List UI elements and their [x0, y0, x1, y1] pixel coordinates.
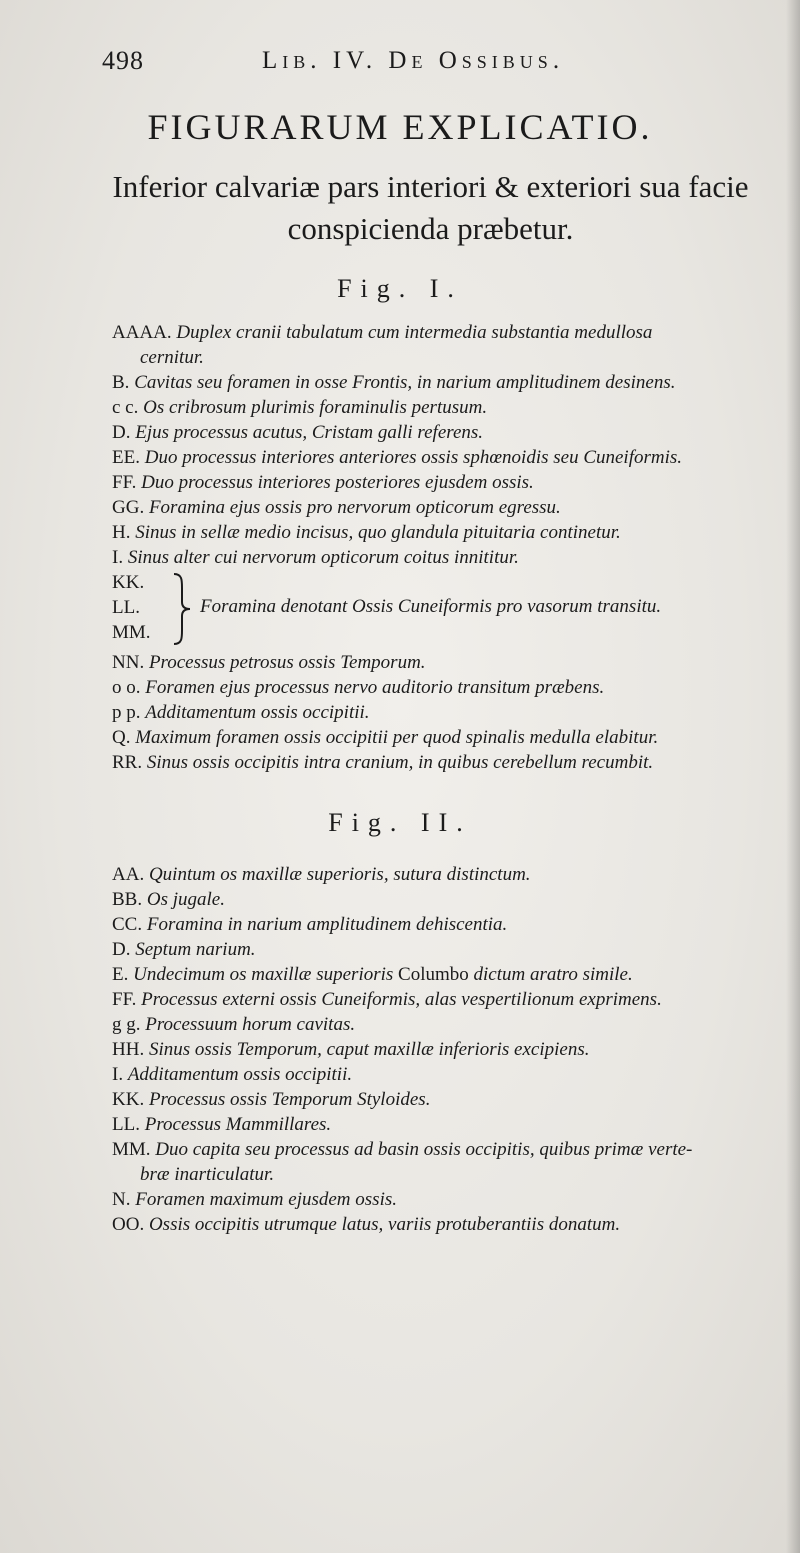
item-text: Os cribrosum plurimis foraminulis pertusum. [143, 397, 488, 418]
group-label: KK. [112, 572, 145, 593]
item-label: NN. [112, 652, 145, 673]
item-text: Processus petrosus ossis Temporum. [148, 652, 426, 673]
legend-item [112, 912, 762, 937]
item-text: Foramina in narium amplitudinem dehiscentia. [146, 914, 508, 935]
item-label: AA. [112, 864, 145, 885]
item-text: Duo processus interiores anteriores ossis sphœnoidis seu Cuneiformis. [144, 447, 683, 468]
legend-item [112, 962, 762, 987]
legend-item [112, 420, 762, 445]
fig1-legend [112, 320, 762, 775]
item-text: Foramina ejus ossis pro nervorum opticorum egressu. [148, 497, 561, 518]
item-label: p p. [112, 702, 141, 723]
item-label: N. [112, 1189, 131, 1210]
item-label: AAAA. [112, 322, 172, 343]
item-label: BB. [112, 889, 143, 910]
item-text: Sinus ossis Temporum, caput maxillæ inferioris excipiens. [148, 1039, 590, 1060]
legend-item [112, 1037, 762, 1062]
item-label: MM. [112, 1139, 151, 1160]
item-label: B. [112, 372, 130, 393]
item-text: Ossis occipitis utrumque latus, variis protuberantiis donatum. [148, 1214, 621, 1235]
legend-item [112, 370, 762, 395]
page-number: 498 [102, 46, 144, 75]
legend-item [112, 1137, 762, 1187]
legend-item [112, 750, 762, 775]
item-text: Quintum os maxillæ superioris, sutura distinctum. [148, 864, 531, 885]
item-label: I. [112, 547, 124, 568]
legend-item [112, 395, 762, 420]
legend-item [112, 320, 762, 370]
item-text: Foramen maximum ejusdem ossis. [135, 1189, 397, 1210]
legend-item [112, 937, 762, 962]
legend-item [112, 675, 762, 700]
group-text: Foramina denotant Ossis Cuneiformis pro vasorum transitu. [200, 596, 662, 617]
page-edge-shadow [786, 0, 800, 1553]
item-text: Duo processus interiores posteriores ejusdem ossis. [141, 472, 534, 493]
item-text: Sinus alter cui nervorum opticorum coitus innititur. [127, 547, 519, 568]
legend-item [112, 987, 762, 1012]
item-label: c c. [112, 397, 139, 418]
legend-item [112, 1087, 762, 1112]
item-text: Duplex cranii tabulatum cum intermedia substantia medullosa [176, 322, 653, 343]
item-text: Ejus processus acutus, Cristam galli referens. [135, 422, 484, 443]
item-text: Os jugale. [146, 889, 225, 910]
item-label: EE. [112, 447, 140, 468]
legend-item [112, 545, 762, 570]
legend-item [112, 1112, 762, 1137]
running-head: Lib. IV. De Ossibus. [262, 47, 565, 74]
item-label: D. [112, 422, 131, 443]
item-label: FF. [112, 472, 137, 493]
curly-brace-icon [170, 572, 194, 646]
group-labels [112, 570, 151, 645]
fig2-heading: Fig. II. [328, 808, 472, 837]
legend-item [112, 862, 762, 887]
legend-item [112, 1212, 762, 1237]
item-text: Maximum foramen ossis occipitii per quod spinalis medulla elabitur. [135, 727, 659, 748]
item-text: Duo capita seu processus ad basin ossis occipitis, quibus primæ verte- [155, 1139, 693, 1160]
legend-item [112, 1187, 762, 1212]
grouped-items [112, 570, 762, 650]
item-label: GG. [112, 497, 145, 518]
legend-item [112, 1062, 762, 1087]
group-label: MM. [112, 622, 151, 643]
item-text: Undecimum os maxillæ superioris [133, 964, 394, 985]
item-text: Processuum horum cavitas. [145, 1014, 356, 1035]
item-text: Processus Mammillares. [144, 1114, 332, 1135]
item-label: RR. [112, 752, 143, 773]
group-label: LL. [112, 597, 140, 618]
item-continuation: bræ inarticulatur. [140, 1164, 275, 1185]
legend-item [112, 650, 762, 675]
subtitle: Inferior calvariæ pars interiori & exteriori sua facie conspicienda præbetur. [112, 169, 749, 246]
page-header [102, 46, 702, 80]
item-text: Additamentum ossis occipitii. [145, 702, 370, 723]
legend-item [112, 700, 762, 725]
section-title: FIGURARUM EXPLICATIO. [147, 107, 653, 147]
legend-item [112, 725, 762, 750]
item-label: KK. [112, 1089, 145, 1110]
item-label: I. [112, 1064, 124, 1085]
item-label: o o. [112, 677, 141, 698]
item-text: Cavitas seu foramen in osse Frontis, in narium amplitudinem desinens. [134, 372, 676, 393]
item-text: Sinus ossis occipitis intra cranium, in quibus cerebellum recumbit. [146, 752, 654, 773]
item-label: CC. [112, 914, 143, 935]
legend-item [112, 445, 762, 470]
item-text-continued: dictum aratro simile. [473, 964, 633, 985]
item-text: Processus externi ossis Cuneiformis, alas vespertilionum exprimens. [141, 989, 662, 1010]
legend-item [112, 887, 762, 912]
item-continuation: cernitur. [140, 347, 204, 368]
item-text: Additamentum ossis occipitii. [127, 1064, 353, 1085]
item-text: Processus ossis Temporum Styloides. [148, 1089, 431, 1110]
item-text: Foramen ejus processus nervo auditorio transitum præbens. [145, 677, 605, 698]
item-label: FF. [112, 989, 137, 1010]
legend-item [112, 1012, 762, 1037]
legend-item [112, 470, 762, 495]
item-label: H. [112, 522, 131, 543]
item-label: LL. [112, 1114, 140, 1135]
item-label: OO. [112, 1214, 145, 1235]
item-label: Q. [112, 727, 131, 748]
legend-item [112, 520, 762, 545]
item-label: HH. [112, 1039, 145, 1060]
item-label: D. [112, 939, 131, 960]
item-text: Sinus in sellæ medio incisus, quo glandula pituitaria continetur. [135, 522, 621, 543]
item-label: g g. [112, 1014, 141, 1035]
item-label: E. [112, 964, 129, 985]
fig1-heading: Fig. I. [337, 274, 463, 303]
legend-item [112, 495, 762, 520]
item-text: Septum narium. [135, 939, 256, 960]
fig2-legend [112, 862, 762, 1237]
item-roman-text: Columbo [398, 964, 469, 985]
